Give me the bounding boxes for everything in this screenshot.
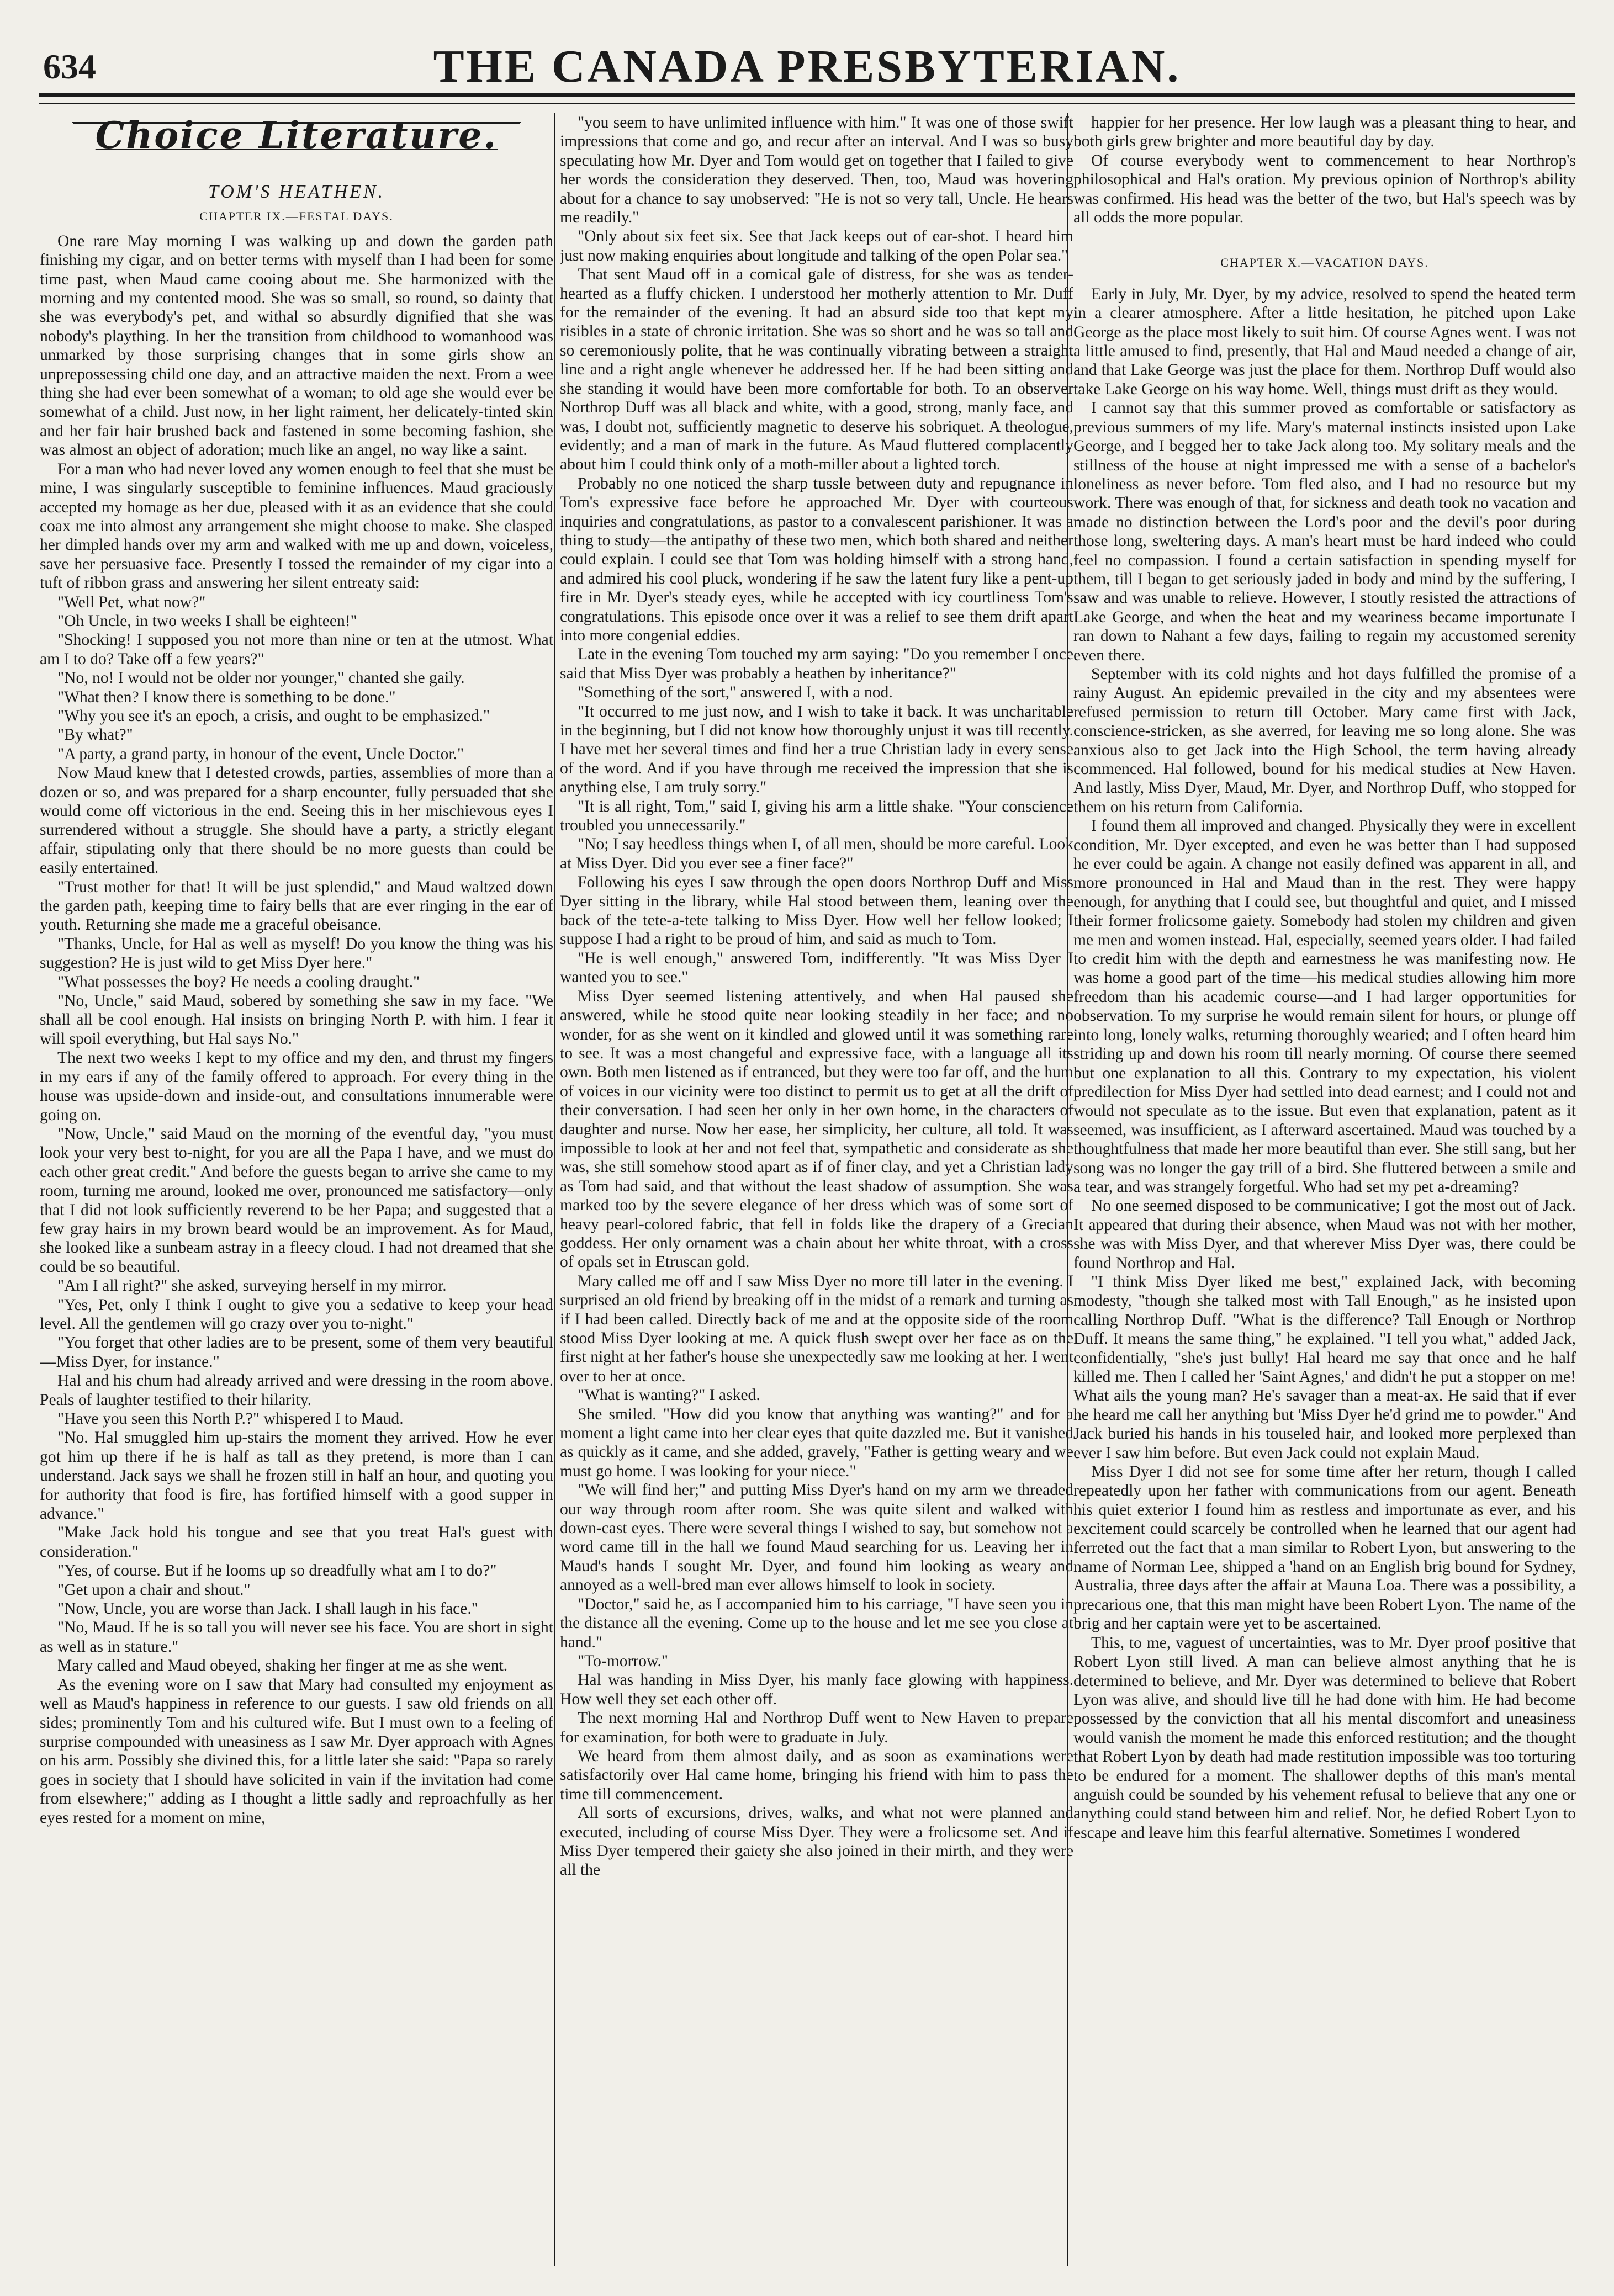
paragraph: "To-morrow." [578,1652,668,1670]
paragraph: No one seemed disposed to be communicative; I got the most out of Jack. It appeared that during their absence, when Maud was not with her mother, she was with Miss Dyer, and that wherever Miss Dyer was, there could be found Northrop and Hal. [1073,1197,1576,1272]
paragraph: "Yes, of course. But if he looms up so dreadfully what am I to do?" [57,1562,497,1580]
paragraph: Hal was handing in Miss Dyer, his manly face glowing with happiness. How well they set each other off. [560,1671,1073,1708]
paragraph: Miss Dyer I did not see for some time after her return, though I called repeatedly upon her father with communications from our agent. Beneath his quiet exterior I found him as restless and importunate as ever, and his excitement could scarcely be controlled when he learned that our agent had ferreted out the fact that a man similar to Robert Lyon, but answering to the name of Norman Lee, shipped a 'hand on an English brig bound for Sydney, Australia, three days after the affair at Mauna Loa. There was a possibility, a precarious one, that this man might have been Robert Lyon. The name of the brig and her captain were yet to be ascertained. [1073,1463,1576,1633]
paragraph: "Trust mother for that! It will be just splendid," and Maud waltzed down the garden path, keeping time to fairy bells that are ever ringing in the ear of youth. Returning she made me a graceful obeisance. [40,878,553,934]
paragraph: "Only about six feet six. See that Jack keeps out of ear-shot. I heard him just now making enquiries about longitude and talking of the open Polar sea." [560,227,1073,264]
paragraph: "He is well enough," answered Tom, indifferently. "It was Miss Dyer I wanted you to see." [560,949,1073,987]
paragraph: "Am I all right?" she asked, surveying herself in my mirror. [57,1277,447,1295]
paragraph: Late in the evening Tom touched my arm saying: "Do you remember I once said that Miss Dyer was probably a heathen by inheritance?" [560,645,1073,682]
paragraph: "Have you seen this North P.?" whispered I to Maud. [57,1410,404,1428]
page-number: 634 [43,47,96,86]
paragraph: "you seem to have unlimited influence with him." It was one of those swift impressions that come and go, and recur after an interval. And I was so busy speculating how Mr. Dyer and Tom would get on together that I failed to give her words the consideration they deserved. Then, too, Maud was hovering about for a chance to say unobserved: "He is not so very tall, Uncle. He hears me readily." [560,114,1073,227]
paragraph: "Get upon a chair and shout." [57,1581,251,1599]
paragraph: Mary called and Maud obeyed, shaking her finger at me as she went. [57,1657,508,1675]
paragraph: "By what?" [57,726,133,744]
paragraph: One rare May morning I was walking up and down the garden path finishing my cigar, and on better terms with myself than I had been for some time past, when Maud came cooing about me. She harmonized with the morning and my contented mood. She was so small, so round, so dainty that she was everybody's pet, and withal so absurdly dignified that she was nobody's plaything. In her the transition from childhood to womanhood was unmarked by those surprising changes that in some girls show an unprepossessing child one day, and an attractive maiden the next. From a wee thing she had ever been somewhat of a woman; to old age she would ever be somewhat of a child. Just now, in her light raiment, her delicately-tinted skin and her fair hair brushed back and fastened in some becoming fashion, she was almost an object of adoration; much like an angel, no way like a saint. [40,232,553,459]
column-3-text-top [1073,113,1576,227]
paragraph: The next morning Hal and Northrop Duff went to New Haven to prepare for examination, for both were to graduate in July. [560,1709,1073,1746]
paragraph: All sorts of excursions, drives, walks, and what not were planned and executed, including of course Miss Dyer. They were a frolicsome set. And if Miss Dyer tempered their gaiety she also joined in their mirth, and they were all the [560,1804,1073,1879]
paragraph: "Doctor," said he, as I accompanied him to his carriage, "I have seen you in the distance all the evening. Come up to the house and let me see you close at hand." [560,1595,1073,1651]
section-banner [40,114,553,173]
paragraph: Early in July, Mr. Dyer, by my advice, resolved to spend the heated term in a clearer atmosphere. After a little hesitation, he pitched upon Lake George as the place most likely to suit him. Of course Agnes went. I was not a little amused to find, presently, that Hal and Maud needed a change of air, and that Lake George was just the place for them. Northrop Duff would also take Lake George on his way home. Well, things must drift as they would. [1073,285,1576,398]
paragraph: For a man who had never loved any women enough to feel that she must be mine, I was singularly susceptible to feminine influences. Maud graciously accepted my homage as her due, pleased with it as an evidence that she could coax me into almost any arrangement she might choose to make. She clasped her dimpled hands over my arm and walked with me up and down, voiceless, save her persuasive face. Presently I tossed the remainder of my cigar into a tuft of ribbon grass and answering her silent entreaty said: [40,460,553,592]
paragraph: "A party, a grand party, in honour of the event, Uncle Doctor." [57,745,464,763]
masthead-rule-thin [39,103,1575,104]
paragraph: "Shocking! I supposed you not more than nine or ten at the utmost. What am I to do? Take off a few years?" [40,631,553,668]
column-3 [1073,113,1576,2266]
section-banner-title: Choice Literature. [72,122,521,146]
paragraph: "Now, Uncle, you are worse than Jack. I shall laugh in his face." [57,1600,478,1618]
chapter-heading: CHAPTER IX.—FESTAL DAYS. [199,209,394,224]
paragraph: That sent Maud off in a comical gale of distress, for she was as tender-hearted as a fluffy chicken. I understood her motherly attention to Mr. Duff for the remainder of the evening. It had an absurd side too that kept my risibles in a state of chronic irritation. She was so short and he was so tall and so ceremoniously polite, that he was continually vibrating between a straight line and a right angle whenever he addressed her. If he had been sitting and she standing it would have been more comfortable for both. To an observer Northrop Duff was all black and white, with a good, strong, manly face, and was, I doubt not, sufficiently magnetic to deserve his sobriquet. A theologue, evidently; and a man of mark in the future. As Maud fluttered complacently about him I could think only of a moth-miller about a lighted torch. [560,266,1073,474]
paragraph: Mary called me off and I saw Miss Dyer no more till later in the evening. I surprised an old friend by breaking off in the midst of a remark and turning as if I had been called. Directly back of me and at the opposite side of the room stood Miss Dyer looking at me. A quick flush swept over her face as on the first night at her father's house she unexpectedly saw me looking at her. I went over to her at once. [560,1272,1073,1385]
paragraph: "It is all right, Tom," said I, giving his arm a little shake. "Your conscience troubled you unnecessarily." [560,797,1073,835]
paragraph: Following his eyes I saw through the open doors Northrop Duff and Miss Dyer sitting in the library, while Hal stood between them, leaning over the back of the tete-a-tete talking to Miss Dyer. How well her fellow looked; I suppose I had a right to be proud of him, and said as much to Tom. [560,873,1073,948]
paragraph: I cannot say that this summer proved as comfortable or satisfactory as previous summers of my life. Mary's maternal instincts insisted upon Lake George, and I begged her to take Jack along too. My solitary meals and the stillness of the house at night impressed me with a sense of a bachelor's loneliness as never before. Tom fled also, and I had no resource but my work. There was enough of that, for sickness and death took no vacation and made no distinction between the Lord's poor and the devil's poor during those long, sweltering days. A man's heart must be hard indeed who could feel no compassion. I found a certain satisfaction in spending myself for them, till I began to get seriously jaded in body and mind by the suffering, I saw and was unable to relieve. However, I stoutly resisted the attractions of Lake George, and when the heat and my weariness became importunate I ran down to Nahant a few days, failing to regain my accustomed serenity even there. [1073,399,1576,664]
paragraph: September with its cold nights and hot days fulfilled the promise of a rainy August. An epidemic prevailed in the city and my absentees were refused permission to return till October. Mary came first with Jack, conscience-stricken, as she averred, for leaving me so long alone. She was anxious also to get Jack into the High School, the term having already commenced. Hal followed, bound for his medical studies at New Haven. And lastly, Miss Dyer, Maud, Mr. Dyer, and Northrop Duff, who stopped for them on his return from California. [1073,665,1576,816]
chapter-heading: CHAPTER X.—VACATION DAYS. [1220,256,1429,270]
paragraph: "Now, Uncle," said Maud on the morning of the eventful day, "you must look your very best to-night, for you are all the Papa I have, and we must do each other great credit." And before the guests began to arrive she came to my room, turning me around, looked me over, pronounced me satisfactory—only that I did not look sufficiently reverend to be her Papa; and suggested that a few gray hairs in my brown beard would be an improvement. As for Maud, she looked like a sunbeam astray in a fleecy cloud. I had not dreamed that she could be so beautiful. [40,1125,553,1276]
paragraph: As the evening wore on I saw that Mary had consulted my enjoyment as well as Maud's happiness in reference to our guests. I saw old friends on all sides; prominently Tom and his cultured wife. But I must own to a feeling of surprise compounded with uneasiness as I saw Mr. Dyer approach with Agnes on his arm. Possibly she divined this, for a little later she said: "Papa so rarely goes in society that I should have solicited in vain if the invitation had come from elsewhere;" adding as I thought a little sadly and reproachfully as her eyes rested for a moment on mine, [40,1675,553,1827]
paragraph: "Yes, Pet, only I think I ought to give you a sedative to keep your head level. All the gentlemen will go crazy over you to-night." [40,1296,553,1333]
paragraph: "What is wanting?" I asked. [578,1386,760,1404]
paragraph: "What possesses the boy? He needs a cooling draught." [57,973,420,991]
column-2 [560,113,1073,2266]
paragraph: "Well Pet, what now?" [57,593,206,611]
paragraph: The next two weeks I kept to my office and my den, and thrust my fingers in my ears if any of the family offered to approach. For every thing in the house was upside-down and inside-out, and consultations innumerable were going on. [40,1049,553,1124]
paragraph: Miss Dyer seemed listening attentively, and when Hal paused she answered, while he stood quite near looking steadily in her face; and no wonder, for as she went on it kindled and glowed until it was something rare to see. It was a most changeful and expressive face, with a language all its own. Both men listened as if entranced, but they were too far off, and the hum of voices in our vicinity were too distinct to permit us to get at all the drift of their conversation. I had seen her only in her own home, in the characters of daughter and nurse. Now her ease, her simplicity, her culture, all told. It was impossible to look at her and not feel that, sympathetic and considerate as she was, she still somehow stood apart as if of finer clay, and yet a Christian lady as Tom had said, and that without the least shadow of assumption. She was marked too by the severe elegance of her dress which was of some sort of heavy pearl-colored fabric, that fell in folds like the drapery of a Grecian goddess. Her only ornament was a chain about her white throat, with a cross of opals set in Etruscan gold. [560,987,1073,1271]
paragraph: "No. Hal smuggled him up-stairs the moment they arrived. How he ever got him up there if he is half as tall as they pretend, is more than I can understand. Jack says we shall he frozen still in half an hour, and quoting you for authority that food is fire, has fortified himself with a good supper in advance." [40,1429,553,1523]
paragraph: "Oh Uncle, in two weeks I shall be eighteen!" [57,612,357,630]
paragraph: "No; I say heedless things when I, of all men, should be more careful. Look at Miss Dyer. Did you ever see a finer face?" [560,835,1073,872]
paragraph: happier for her presence. Her low laugh was a pleasant thing to hear, and both girls grew brighter and more beautiful day by day. [1073,114,1576,151]
paragraph: Probably no one noticed the sharp tussle between duty and repugnance in Tom's expressive face before he approached Mr. Dyer with courteous inquiries and congratulations, as pastor to a convalescent parishioner. It was a thing to study—the antipathy of these two men, which both shared and neither could explain. I could see that Tom was holding himself with a strong hand, and admired his cool pluck, wondering if he saw the latent fury like a pent-up fire in Mr. Dyer's steady eyes, while he accepted with icy courtliness Tom's congratulations. This episode once over it was a relief to see them drift apart into more congenial eddies. [560,474,1073,644]
paragraph: "I think Miss Dyer liked me best," explained Jack, with becoming modesty, "though she talked most with Tall Enough," as he insisted upon calling Northrop Duff. "What is the difference? Tall Enough or Northrop Duff. It means the same thing," he explained. "I tell you what," added Jack, confidentially, "she's just bully! Hal heard me say that once and he half killed me. Then I called her 'Saint Agnes,' and didn't he put a stopper on me! What ails the young man? He's savager than a meat-ax. He said that if ever he heard me call her anything but 'Miss Dyer he'd grind me to powder." And Jack buried his hands in his touseled hair, and looked more perplexed than ever I saw him before. But even Jack could not explain Maud. [1073,1272,1576,1462]
journal-title: THE CANADA PRESBYTERIAN. [433,41,1181,92]
paragraph: "Something of the sort," answered I, with a nod. [578,683,893,702]
paragraph: Now Maud knew that I detested crowds, parties, assemblies of more than a dozen or so, and was prepared for a sharp encounter, fully persuaded that she would come off victorious in the end. Seeing this in her mischievous eyes I surrendered without a struggle. She should have a party, a strictly elegant affair, stipulating only that there should be no more guests than could be easily entertained. [40,764,553,877]
paragraph: "We will find her;" and putting Miss Dyer's hand on my arm we threaded our way through room after room. She was quite silent and walked with down-cast eyes. There were several things I wished to say, but somehow not a word came till in the hall we found Maud searching for us. Leaving her in Maud's hands I sought Mr. Dyer, and found him looking as weary and annoyed as a well-bred man ever allows himself to look in society. [560,1481,1073,1594]
column-2-text [560,113,1073,1880]
masthead-rule-thick [39,93,1575,97]
column-1-text [40,232,553,1827]
column-1 [40,113,553,2266]
masthead [39,32,1575,109]
paragraph: "No, Maud. If he is so tall you will never see his face. You are short in sight as well as in stature." [40,1619,553,1656]
paragraph: She smiled. "How did you know that anything was wanting?" and for a moment a light came into her clear eyes that quite dazzled me. But it vanished as quickly as it came, and she added, gravely, "Father is getting weary and we must go home. I was looking for your niece." [560,1405,1073,1480]
paragraph: "Thanks, Uncle, for Hal as well as myself! Do you know the thing was his suggestion? He is just wild to get Miss Dyer here." [40,935,553,972]
paragraph: "What then? I know there is something to be done." [57,688,396,706]
paragraph: "Why you see it's an epoch, a crisis, and ought to be emphasized." [57,707,490,725]
paragraph: "You forget that other ladies are to be present, some of them very beautiful—Miss Dyer, for instance." [40,1334,553,1371]
paragraph: We heard from them almost daily, and as soon as examinations were satisfactorily over Hal came home, bringing his friend with him to pass the time till commencement. [560,1747,1073,1803]
paragraph: "No, no! I would not be older nor younger," chanted she gaily. [57,669,465,687]
column-3-text-bottom [1073,285,1576,1842]
column-divider [554,113,555,2266]
paragraph: This, to me, vaguest of uncertainties, was to Mr. Dyer proof positive that Robert Lyon still lived. A man can believe almost anything that he is determined to believe, and Mr. Dyer was determined to believe that Robert Lyon was alive, and should live till he had done with him. He had become possessed by the conviction that all his mental discomfort and uneasiness would vanish the moment he made this enforced restitution; and the thought that Robert Lyon by death had made restitution impossible was too torturing to be endured for a moment. The shallower depths of this man's mental anguish could be sounded by his vehement refusal to believe that any one or anything could stand between him and relief. Nor, he defied Robert Lyon to escape and leave him this fearful alternative. Sometimes I wondered [1073,1634,1576,1842]
paragraph: Of course everybody went to commencement to hear Northrop's philosophical and Hal's oration. My previous opinion of Northrop's ability was confirmed. His head was the better of the two, but Hal's speech was by all odds the more popular. [1073,151,1576,227]
paragraph: "No, Uncle," said Maud, sobered by something she saw in my face. "We shall all be cool enough. Hal insists on bringing North P. with him. I fear it will spoil everything, but Hal says No." [40,992,553,1048]
paragraph: I found them all improved and changed. Physically they were in excellent condition, Mr. Dyer excepted, and even he was better than I had supposed he ever could be again. A change not easily defined was apparent in all, and more pronounced in Hal and Maud than in the rest. They were happy enough, for anything that I could see, but thoughtful and quiet, and I missed their former frolicsome gaiety. Somebody had stolen my children and given me men and women instead. Hal, especially, seemed years older. I had failed to credit him with the depth and earnestness he was manifesting now. He was home a good part of the time—his medical studies allowing him more freedom than his academic course—and I had larger opportunities for observation. To my surprise he would remain silent for hours, or plunge off into long, lonely walks, returning thoroughly wearied; and I often heard him striding up and down his room till nearly morning. Of course there seemed but one explanation to all this. Contrary to my expectation, his violent predilection for Miss Dyer had settled into dead earnest; and I could not and would not speculate as to the issue. But even that explanation, patent as it seemed, was insufficient, as I afterward ascertained. Maud was touched by a thoughtfulness that made her more beautiful than ever. She still sang, but her song was no longer the gay trill of a bird. She fluttered between a smile and a tear, and was strangely forgetful. Who had set my pet a-dreaming? [1073,817,1576,1196]
paragraph: "Make Jack hold his tongue and see that you treat Hal's guest with consideration." [40,1524,553,1561]
story-title: TOM'S HEATHEN. [208,182,385,202]
paragraph: "It occurred to me just now, and I wish to take it back. It was uncharitable in the beginning, but I did not know how thoroughly unjust it was till recently. I have met her several times and find her a true Christian lady in every sense of the word. And if you have through me received the impression that she is anything else, I am truly sorry." [560,702,1073,797]
paragraph: Hal and his chum had already arrived and were dressing in the room above. Peals of laughter testified to their hilarity. [40,1372,553,1409]
